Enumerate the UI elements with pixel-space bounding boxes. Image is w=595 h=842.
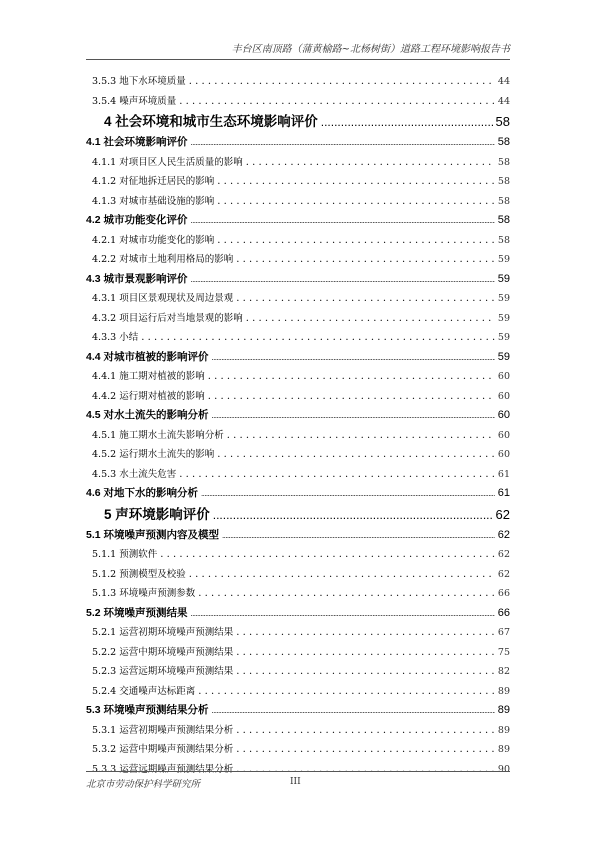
toc-dot-leader: [198, 584, 495, 604]
toc-dot-leader: [179, 465, 495, 485]
toc-entry-page: 58: [497, 156, 510, 168]
toc-entry-title: 3.5.3 地下水环境质量: [92, 76, 186, 87]
toc-entry-title: 5.3 环境噪声预测结果分析: [86, 704, 209, 716]
toc-entry-page: 58: [497, 195, 510, 207]
toc-dot-leader: [208, 367, 495, 387]
toc-entry-level-3[interactable]: [86, 328, 510, 348]
toc-dot-leader: [212, 701, 495, 721]
toc-dot-leader: [236, 250, 495, 270]
page-number: III: [290, 777, 301, 787]
toc-dot-leader: [236, 289, 495, 309]
toc-entry-title: 4.3.1 项目区景观现状及周边景观: [92, 293, 234, 304]
toc-entry-level-3[interactable]: [86, 289, 510, 309]
toc-dot-leader: [236, 760, 495, 780]
toc-entry-title: 5.1.2 预测模型及校验: [92, 568, 186, 580]
toc-entry-level-2[interactable]: [86, 604, 510, 624]
toc-entry-page: 89: [497, 724, 510, 736]
toc-entry-level-2[interactable]: [86, 270, 510, 290]
toc-dot-leader: [141, 328, 495, 348]
toc-dot-leader: [212, 406, 495, 426]
toc-entry-title: 5.2.1 运营初期环境噪声预测结果: [92, 627, 234, 638]
toc-entry-title: 4.1.3 对城市基础设施的影响: [92, 195, 215, 207]
toc-entry-page: 44: [497, 95, 510, 107]
toc-entry-page: 58: [497, 234, 510, 246]
toc-entry-page: 44: [497, 76, 510, 87]
toc-entry-level-2[interactable]: [86, 526, 510, 546]
toc-entry-level-3[interactable]: [86, 172, 510, 192]
toc-entry-page: 58: [495, 114, 510, 129]
toc-entry-title: 3.5.4 噪声环境质量: [92, 95, 177, 107]
toc-entry-page: 89: [497, 685, 510, 697]
toc-entry-title: 4.3 城市景观影响评价: [86, 272, 188, 285]
toc-entry-title: 4.2 城市功能变化评价: [86, 214, 188, 226]
toc-entry-page: 60: [497, 449, 510, 460]
toc-entry-level-3[interactable]: [86, 623, 510, 643]
toc-entry-page: 60: [497, 371, 510, 382]
toc-entry-level-2[interactable]: [86, 701, 510, 721]
toc-entry-level-3[interactable]: [86, 426, 510, 446]
toc-entry-title: 4.3.2 项目运行后对当地景观的影响: [92, 312, 243, 324]
toc-dot-leader: [246, 309, 495, 329]
footer-divider: [86, 771, 510, 772]
toc-entry-level-3[interactable]: [86, 367, 510, 387]
toc-entry-level-1[interactable]: [86, 111, 510, 133]
toc-dot-leader: [236, 662, 495, 682]
toc-dot-leader: [160, 545, 495, 565]
toc-entry-title: 4 社会环境和城市生态环境影响评价: [104, 114, 318, 129]
toc-entry-page: 61: [497, 487, 510, 499]
toc-entry-page: 66: [497, 606, 510, 619]
toc-entry-title: 4.1 社会环境影响评价: [86, 136, 188, 148]
toc-entry-level-3[interactable]: [86, 662, 510, 682]
toc-dot-leader: [217, 445, 495, 465]
toc-entry-level-2[interactable]: [86, 211, 510, 231]
toc-entry-page: 60: [497, 409, 510, 421]
toc-dot-leader: [212, 348, 495, 368]
toc-entry-page: 60: [497, 429, 510, 441]
toc-dot-leader: [236, 643, 495, 663]
running-header: 丰台区南顶路（蒲黄榆路~北杨树街）道路工程环境影响报告书: [86, 40, 510, 60]
toc-entry-page: 59: [497, 272, 510, 285]
toc-dot-leader: [236, 740, 495, 760]
toc-entry-title: 5.3.1 运营初期噪声预测结果分析: [92, 724, 234, 736]
toc-entry-title: 4.5.1 施工期水土流失影响分析: [92, 429, 224, 441]
toc-entry-page: 59: [497, 293, 510, 304]
toc-entry-title: 4.3.3 小结: [92, 332, 139, 343]
toc-entry-level-3[interactable]: [86, 584, 510, 604]
toc-entry-level-3[interactable]: [86, 445, 510, 465]
table-of-contents: [86, 72, 510, 779]
toc-entry-level-3[interactable]: [86, 465, 510, 485]
toc-entry-level-3[interactable]: [86, 682, 510, 702]
toc-dot-leader: [222, 526, 495, 546]
toc-dot-leader: [208, 387, 495, 407]
toc-entry-level-3[interactable]: [86, 565, 510, 585]
toc-entry-page: 60: [497, 390, 510, 402]
toc-entry-page: 89: [497, 744, 510, 755]
toc-entry-page: 62: [497, 528, 510, 541]
toc-entry-title: 5.3.3 运营远期噪声预测结果分析: [92, 763, 234, 775]
toc-entry-title: 4.6 对地下水的影响分析: [86, 487, 199, 499]
toc-entry-level-2[interactable]: [86, 348, 510, 368]
toc-entry-level-3[interactable]: [86, 387, 510, 407]
toc-entry-page: 59: [497, 254, 510, 265]
toc-entry-title: 5.1.3 环境噪声预测参数: [92, 588, 196, 599]
toc-entry-level-3[interactable]: [86, 231, 510, 251]
toc-entry-page: 62: [497, 549, 510, 560]
toc-entry-level-3[interactable]: [86, 92, 510, 112]
toc-entry-level-3[interactable]: [86, 740, 510, 760]
toc-entry-level-3[interactable]: [86, 153, 510, 173]
toc-entry-title: 4.5.3 水土流失危害: [92, 468, 177, 480]
toc-entry-level-2[interactable]: [86, 133, 510, 153]
toc-entry-page: 58: [497, 176, 510, 187]
toc-entry-page: 90: [497, 763, 510, 775]
toc-entry-title: 5.2.4 交通噪声达标距离: [92, 685, 196, 697]
toc-entry-level-3[interactable]: [86, 192, 510, 212]
toc-entry-title: 5.2 环境噪声预测结果: [86, 606, 188, 619]
toc-dot-leader: [189, 72, 495, 92]
toc-entry-level-3[interactable]: [86, 309, 510, 329]
toc-entry-title: 5.2.2 运营中期环境噪声预测结果: [92, 646, 234, 658]
toc-entry-page: 62: [497, 568, 510, 580]
toc-dot-leader: [217, 192, 495, 212]
toc-dot-leader: [236, 721, 495, 741]
toc-dot-leader: [179, 92, 495, 112]
toc-entry-title: 4.4.1 施工期对植被的影响: [92, 371, 205, 382]
toc-dot-leader: [246, 153, 495, 173]
toc-entry-title: 4.5.2 运行期水土流失的影响: [92, 449, 215, 460]
toc-entry-level-2[interactable]: [86, 484, 510, 504]
toc-entry-title: 4.4.2 运行期对植被的影响: [92, 390, 205, 402]
toc-dot-leader: [189, 565, 495, 585]
toc-entry-title: 4.5 对水土流失的影响分析: [86, 409, 209, 421]
toc-entry-level-3[interactable]: [86, 545, 510, 565]
toc-entry-title: 4.4 对城市植被的影响评价: [86, 350, 209, 363]
toc-dot-leader: [191, 604, 495, 624]
toc-dot-leader: [217, 231, 495, 251]
toc-entry-title: 4.2.2 对城市土地利用格局的影响: [92, 254, 234, 265]
toc-dot-leader: [227, 426, 495, 446]
toc-dot-leader: [321, 111, 493, 133]
toc-entry-title: 4.1.1 对项目区人民生活质量的影响: [92, 156, 243, 168]
toc-entry-level-1[interactable]: [86, 504, 510, 526]
toc-entry-title: 5 声环境影响评价: [104, 506, 210, 522]
toc-dot-leader: [191, 211, 495, 231]
toc-entry-page: 58: [497, 214, 510, 226]
toc-entry-level-3[interactable]: [86, 72, 510, 92]
toc-entry-page: 59: [497, 312, 510, 324]
toc-dot-leader: [191, 270, 495, 290]
toc-entry-title: 5.2.3 运营远期环境噪声预测结果: [92, 666, 234, 677]
toc-dot-leader: [201, 484, 495, 504]
toc-entry-title: 4.1.2 对征地拆迁居民的影响: [92, 176, 215, 187]
toc-entry-page: 59: [497, 332, 510, 343]
toc-entry-level-3[interactable]: [86, 250, 510, 270]
toc-entry-page: 89: [497, 704, 510, 716]
toc-dot-leader: [236, 623, 495, 643]
toc-entry-page: 82: [497, 666, 510, 677]
toc-dot-leader: [191, 133, 495, 153]
toc-entry-level-3[interactable]: [86, 721, 510, 741]
toc-entry-page: 61: [497, 468, 510, 480]
toc-entry-page: 58: [497, 136, 510, 148]
toc-entry-page: 62: [495, 506, 510, 522]
toc-entry-level-2[interactable]: [86, 406, 510, 426]
toc-entry-page: 59: [497, 350, 510, 363]
toc-entry-title: 5.3.2 运营中期噪声预测结果分析: [92, 744, 234, 755]
toc-entry-page: 67: [497, 627, 510, 638]
toc-dot-leader: [198, 682, 495, 702]
toc-entry-title: 5.1.1 预测软件: [92, 549, 158, 560]
toc-dot-leader: [213, 504, 493, 526]
toc-entry-page: 75: [497, 646, 510, 658]
toc-entry-level-3[interactable]: [86, 643, 510, 663]
toc-dot-leader: [217, 172, 495, 192]
toc-entry-title: 4.2.1 对城市功能变化的影响: [92, 234, 215, 246]
toc-entry-title: 5.1 环境噪声预测内容及模型: [86, 528, 220, 541]
footer-organization: 北京市劳动保护科学研究所: [86, 779, 201, 790]
toc-entry-page: 66: [497, 588, 510, 599]
